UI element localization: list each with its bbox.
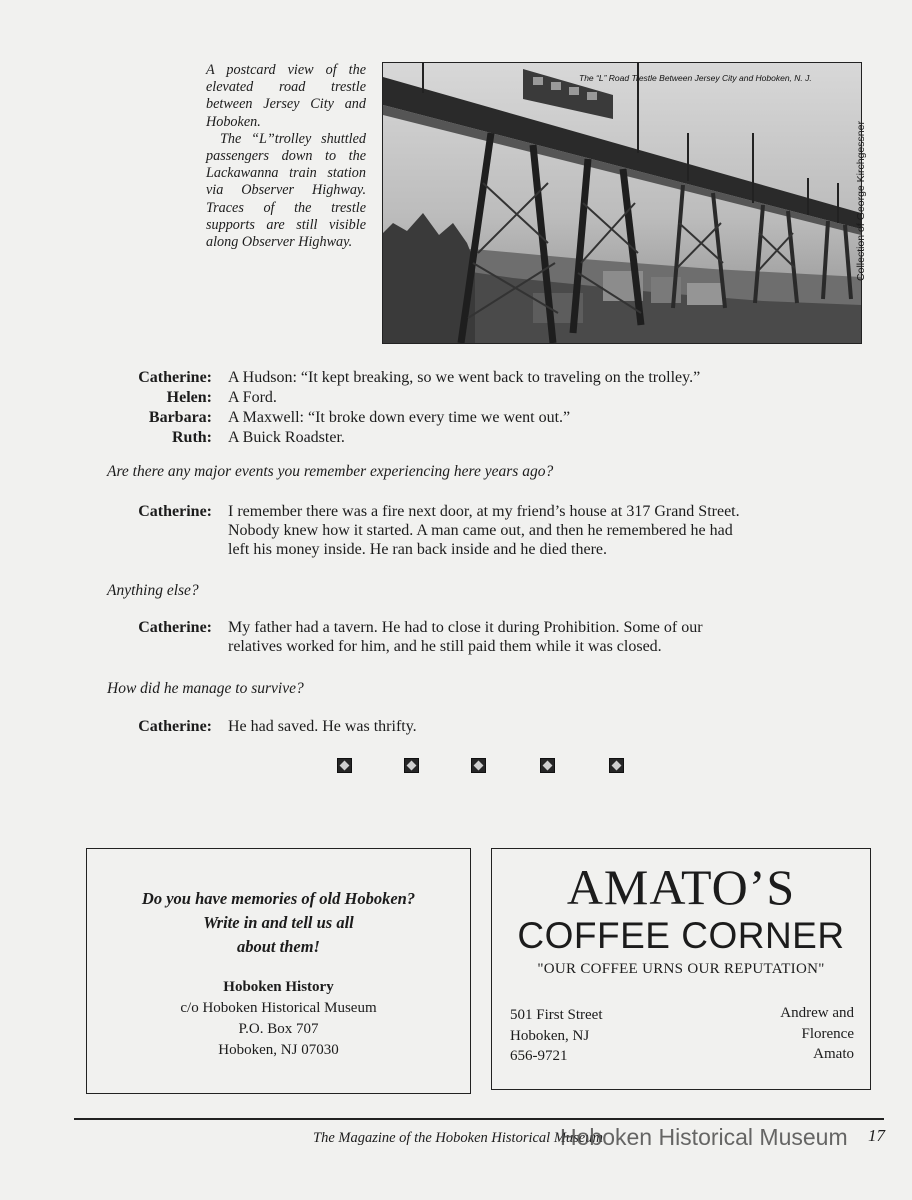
- response-line: My father had a tavern. He had to close it during Prohibition. Some of our: [228, 619, 703, 636]
- trestle-illustration: [383, 63, 861, 343]
- response: A Buick Roadster.: [228, 429, 345, 446]
- photo-credit: Collection of George Kirchgessner: [855, 121, 867, 281]
- address-line: Hoboken, NJ 07030: [218, 1042, 339, 1058]
- interview-question: Are there any major events you remember experiencing here years ago?: [107, 463, 554, 480]
- address-line: Hoboken, NJ: [510, 1027, 590, 1044]
- archive-watermark: Hoboken Historical Museum: [560, 1124, 848, 1150]
- response: A Hudson: “It kept breaking, so we went back to traveling on the trolley.”: [228, 369, 701, 386]
- page-number: 17: [868, 1126, 885, 1145]
- address-line: 501 First Street: [510, 1007, 603, 1023]
- diamond-bullet-icon: [404, 758, 419, 773]
- address-line: c/o Hoboken Historical Museum: [180, 1000, 377, 1016]
- response-line: I remember there was a fire next door, at my friend’s house at 317 Grand Street.: [228, 503, 740, 520]
- diamond-bullet-icon: [337, 758, 352, 773]
- speaker: Catherine:: [138, 619, 212, 636]
- speaker: Ruth:: [171, 429, 212, 446]
- memories-invitation: [87, 887, 470, 959]
- phone-number: 656-9721: [510, 1048, 568, 1064]
- ad-business-name: AMATO’S: [566, 859, 796, 915]
- response: A Ford.: [228, 389, 277, 406]
- ad-business-subtitle: COFFEE CORNER: [517, 915, 845, 956]
- speaker: Barbara:: [148, 409, 212, 426]
- diamond-bullet-icon: [609, 758, 624, 773]
- owner-line: Florence: [801, 1025, 854, 1042]
- magazine-footer: The Magazine of the Hoboken Historical Museum: [313, 1130, 603, 1146]
- speaker: Catherine:: [138, 503, 212, 520]
- mailing-address: [87, 977, 470, 1061]
- speaker: Catherine:: [138, 718, 212, 735]
- amatos-advertisement: [491, 848, 871, 1090]
- interview-question: Anything else?: [107, 582, 199, 599]
- ad-owners: [780, 1003, 854, 1065]
- invitation-line: Write in and tell us all: [203, 913, 354, 932]
- response: He had saved. He was thrifty.: [228, 718, 417, 735]
- diamond-bullet-icon: [540, 758, 555, 773]
- owner-line: Amato: [813, 1046, 854, 1062]
- caption-paragraph-1: A postcard view of the elevated road trestle between Jersey City and Hoboken.: [206, 62, 366, 130]
- invitation-line: Do you have memories of old Hoboken?: [141, 889, 416, 908]
- response-line: left his money inside. He ran back inside and he died there.: [228, 541, 607, 558]
- interview-question: How did he manage to survive?: [107, 680, 304, 697]
- caption-paragraph-2: The “L”trolley shuttled passengers down to the Lackawanna train station via Observer Highway. Traces of the trestle supports are still visible along Observer Highway.: [206, 130, 366, 251]
- footer-rule: [74, 1118, 884, 1120]
- speaker: Helen:: [166, 389, 212, 406]
- owner-line: Andrew and: [780, 1005, 854, 1021]
- speaker: Catherine:: [138, 369, 212, 386]
- response-line: relatives worked for him, and he still paid them while it was closed.: [228, 638, 662, 655]
- diamond-bullet-icon: [471, 758, 486, 773]
- response-line: Nobody knew how it started. A man came out, and then he remembered he had: [228, 522, 733, 539]
- photo-caption: [206, 62, 366, 251]
- response: A Maxwell: “It broke down every time we went out.”: [228, 409, 571, 426]
- memories-box: [86, 848, 471, 1094]
- ad-address: [510, 1005, 603, 1067]
- organization-name: Hoboken History: [223, 979, 334, 995]
- postcard-title: The “L” Road Trestle Between Jersey City and Hoboken, N. J.: [579, 73, 812, 83]
- address-line: P.O. Box 707: [238, 1021, 319, 1037]
- ad-slogan: "OUR COFFEE URNS OUR REPUTATION": [537, 961, 825, 977]
- invitation-line: about them!: [237, 937, 320, 956]
- trestle-postcard-photo: [382, 62, 862, 344]
